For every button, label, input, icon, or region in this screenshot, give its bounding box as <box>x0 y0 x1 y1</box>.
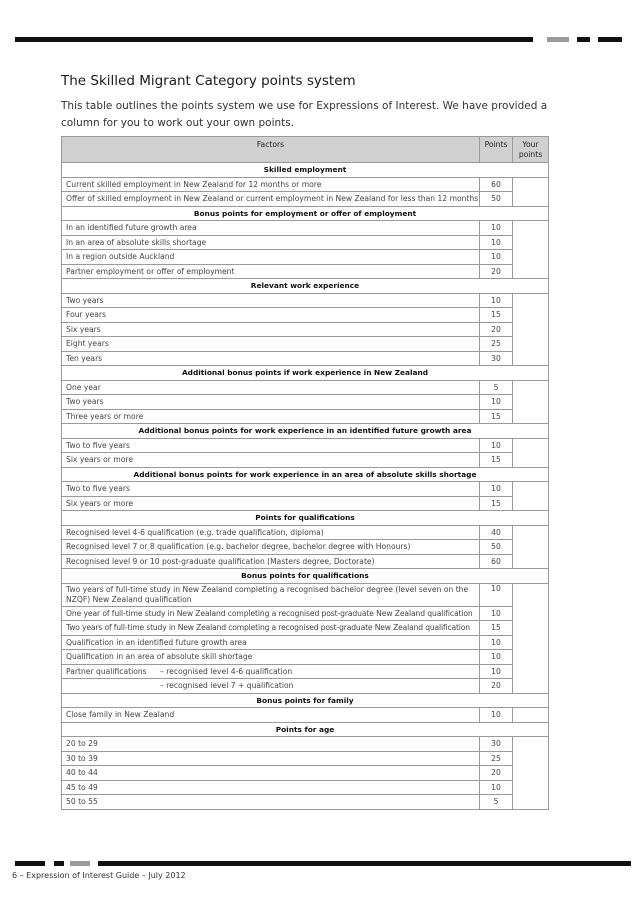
table-row <box>62 482 549 497</box>
section-header-row <box>62 206 549 221</box>
partner-qualification-level-7-plus: – recognised level 7 + qualification <box>160 681 294 691</box>
table-row <box>62 679 549 694</box>
table-row <box>62 409 549 424</box>
table-row <box>62 795 549 810</box>
your-points-cell[interactable] <box>513 177 549 206</box>
table-row <box>62 221 549 236</box>
factor-label: Partner employment or offer of employment <box>62 264 480 279</box>
partner-qualification-level-4-6: – recognised level 4-6 qualification <box>160 666 293 676</box>
section-title: Additional bonus points if work experience in New Zealand <box>62 366 549 381</box>
factor-label: Six years or more <box>62 453 480 468</box>
factor-label: Qualification in an identified future growth area <box>62 635 480 650</box>
table-row <box>62 583 549 606</box>
factor-label: Two to five years <box>62 438 480 453</box>
factor-label: Recognised level 7 or 8 qualification (e.g. bachelor degree, bachelor degree with Honours) <box>62 540 480 555</box>
table-row <box>62 525 549 540</box>
section-header-row <box>62 467 549 482</box>
your-points-cell[interactable] <box>513 221 549 279</box>
points-value: 10 <box>480 664 513 679</box>
table-row <box>62 380 549 395</box>
section-title: Points for age <box>62 722 549 737</box>
your-points-cell[interactable] <box>513 380 549 424</box>
section-title: Bonus points for qualifications <box>62 569 549 584</box>
your-points-cell[interactable] <box>513 737 549 810</box>
footer-rule-1 <box>15 861 45 866</box>
your-points-cell[interactable] <box>513 482 549 511</box>
table-row <box>62 264 549 279</box>
factor-label <box>62 664 480 679</box>
table-row <box>62 737 549 752</box>
points-value: 10 <box>480 583 513 606</box>
partner-qualifications-label: Partner qualifications <box>66 666 147 676</box>
points-value: 15 <box>480 621 513 636</box>
table-row <box>62 293 549 308</box>
page-title: The Skilled Migrant Category points system <box>61 73 356 89</box>
footer-rule-2 <box>54 861 64 866</box>
factor-label: Two years of full-time study in New Zealand completing a recognised post-graduate New Zealand qualification <box>62 621 480 636</box>
header-rule-accent-2 <box>598 37 622 42</box>
points-value: 10 <box>480 235 513 250</box>
factor-label: Ten years <box>62 351 480 366</box>
factor-label: 50 to 55 <box>62 795 480 810</box>
factor-label: 40 to 44 <box>62 766 480 781</box>
section-header-row <box>62 424 549 439</box>
points-value: 15 <box>480 308 513 323</box>
factor-label: Two years <box>62 395 480 410</box>
points-table <box>61 136 549 810</box>
your-points-cell[interactable] <box>513 438 549 467</box>
points-value: 5 <box>480 380 513 395</box>
points-value: 25 <box>480 337 513 352</box>
header-rule-accent-gray <box>547 37 569 42</box>
points-value: 50 <box>480 540 513 555</box>
points-value: 20 <box>480 322 513 337</box>
factor-label: Four years <box>62 308 480 323</box>
points-value: 20 <box>480 264 513 279</box>
factor-label: 30 to 39 <box>62 751 480 766</box>
factor-label: Current skilled employment in New Zealand for 12 months or more <box>62 177 480 192</box>
section-header-row <box>62 163 549 178</box>
table-row <box>62 351 549 366</box>
section-title: Additional bonus points for work experience in an area of absolute skills shortage <box>62 467 549 482</box>
points-value: 10 <box>480 606 513 621</box>
factor-label: Three years or more <box>62 409 480 424</box>
factor-label: One year of full-time study in New Zealand completing a recognised post-graduate New Zealand qualification <box>62 606 480 621</box>
factor-label: 20 to 29 <box>62 737 480 752</box>
points-value: 20 <box>480 679 513 694</box>
table-row <box>62 621 549 636</box>
table-row <box>62 496 549 511</box>
table-row <box>62 453 549 468</box>
header-your-points: Your points <box>513 137 549 163</box>
factor-label: Two years of full-time study in New Zealand completing a recognised bachelor degree (level seven on the NZQF) New Zealand qualification <box>62 583 480 606</box>
table-row <box>62 540 549 555</box>
your-points-cell[interactable] <box>513 293 549 366</box>
factor-label: One year <box>62 380 480 395</box>
factor-label: Six years or more <box>62 496 480 511</box>
points-value: 10 <box>480 780 513 795</box>
points-value: 60 <box>480 554 513 569</box>
points-value: 5 <box>480 795 513 810</box>
points-value: 50 <box>480 192 513 207</box>
section-header-row <box>62 511 549 526</box>
table-row <box>62 751 549 766</box>
factor-label: Recognised level 4-6 qualification (e.g. trade qualification, diploma) <box>62 525 480 540</box>
your-points-cell[interactable] <box>513 583 549 693</box>
table-row <box>62 708 549 723</box>
points-table-body <box>62 137 549 810</box>
your-points-cell[interactable] <box>513 708 549 723</box>
table-row <box>62 337 549 352</box>
header-points: Points <box>480 137 513 163</box>
factor-label: In a region outside Auckland <box>62 250 480 265</box>
factor-label: In an identified future growth area <box>62 221 480 236</box>
factor-label: In an area of absolute skills shortage <box>62 235 480 250</box>
points-value: 10 <box>480 250 513 265</box>
table-header-row <box>62 137 549 163</box>
table-row <box>62 322 549 337</box>
section-title: Points for qualifications <box>62 511 549 526</box>
section-title: Skilled employment <box>62 163 549 178</box>
points-value: 10 <box>480 708 513 723</box>
section-title: Bonus points for employment or offer of employment <box>62 206 549 221</box>
table-row <box>62 606 549 621</box>
factor-label: Close family in New Zealand <box>62 708 480 723</box>
section-title: Relevant work experience <box>62 279 549 294</box>
factor-label: Recognised level 9 or 10 post-graduate qualification (Masters degree, Doctorate) <box>62 554 480 569</box>
factor-label: Offer of skilled employment in New Zealand or current employment in New Zealand for less than 12 months <box>62 192 480 207</box>
factor-label: Six years <box>62 322 480 337</box>
factor-label: Eight years <box>62 337 480 352</box>
table-row <box>62 177 549 192</box>
table-row <box>62 192 549 207</box>
table-row <box>62 438 549 453</box>
section-header-row <box>62 569 549 584</box>
points-value: 10 <box>480 221 513 236</box>
header-rule <box>15 37 533 42</box>
points-value: 20 <box>480 766 513 781</box>
section-header-row <box>62 722 549 737</box>
table-row <box>62 235 549 250</box>
factor-label: Two years <box>62 293 480 308</box>
section-title: Bonus points for family <box>62 693 549 708</box>
section-header-row <box>62 366 549 381</box>
points-value: 30 <box>480 351 513 366</box>
intro-paragraph: This table outlines the points system we use for Expressions of Interest. We have provided a column for you to work out your own points. <box>61 100 548 129</box>
table-row <box>62 635 549 650</box>
table-row <box>62 766 549 781</box>
factor-label: Qualification in an area of absolute skill shortage <box>62 650 480 665</box>
table-row <box>62 780 549 795</box>
footer-rule-gray <box>70 861 90 866</box>
table-row <box>62 650 549 665</box>
points-value: 30 <box>480 737 513 752</box>
points-value: 10 <box>480 482 513 497</box>
section-header-row <box>62 279 549 294</box>
points-value: 15 <box>480 496 513 511</box>
section-header-row <box>62 693 549 708</box>
your-points-cell[interactable] <box>513 525 549 569</box>
page-footer: 6 – Expression of Interest Guide – July 2012 <box>12 871 186 880</box>
header-rule-accent-1 <box>577 37 590 42</box>
factor-label: Two to five years <box>62 482 480 497</box>
points-value: 15 <box>480 453 513 468</box>
table-row <box>62 395 549 410</box>
points-value: 10 <box>480 438 513 453</box>
points-value: 10 <box>480 395 513 410</box>
table-row <box>62 664 549 679</box>
points-value: 10 <box>480 635 513 650</box>
points-value: 15 <box>480 409 513 424</box>
points-value: 25 <box>480 751 513 766</box>
factor-label: 45 to 49 <box>62 780 480 795</box>
footer-rule-3 <box>98 861 631 866</box>
points-value: 60 <box>480 177 513 192</box>
points-value: 40 <box>480 525 513 540</box>
points-value: 10 <box>480 650 513 665</box>
header-factors: Factors <box>62 137 480 163</box>
section-title: Additional bonus points for work experience in an identified future growth area <box>62 424 549 439</box>
points-value: 10 <box>480 293 513 308</box>
table-row <box>62 250 549 265</box>
table-row <box>62 554 549 569</box>
table-row <box>62 308 549 323</box>
factor-label <box>62 679 480 694</box>
